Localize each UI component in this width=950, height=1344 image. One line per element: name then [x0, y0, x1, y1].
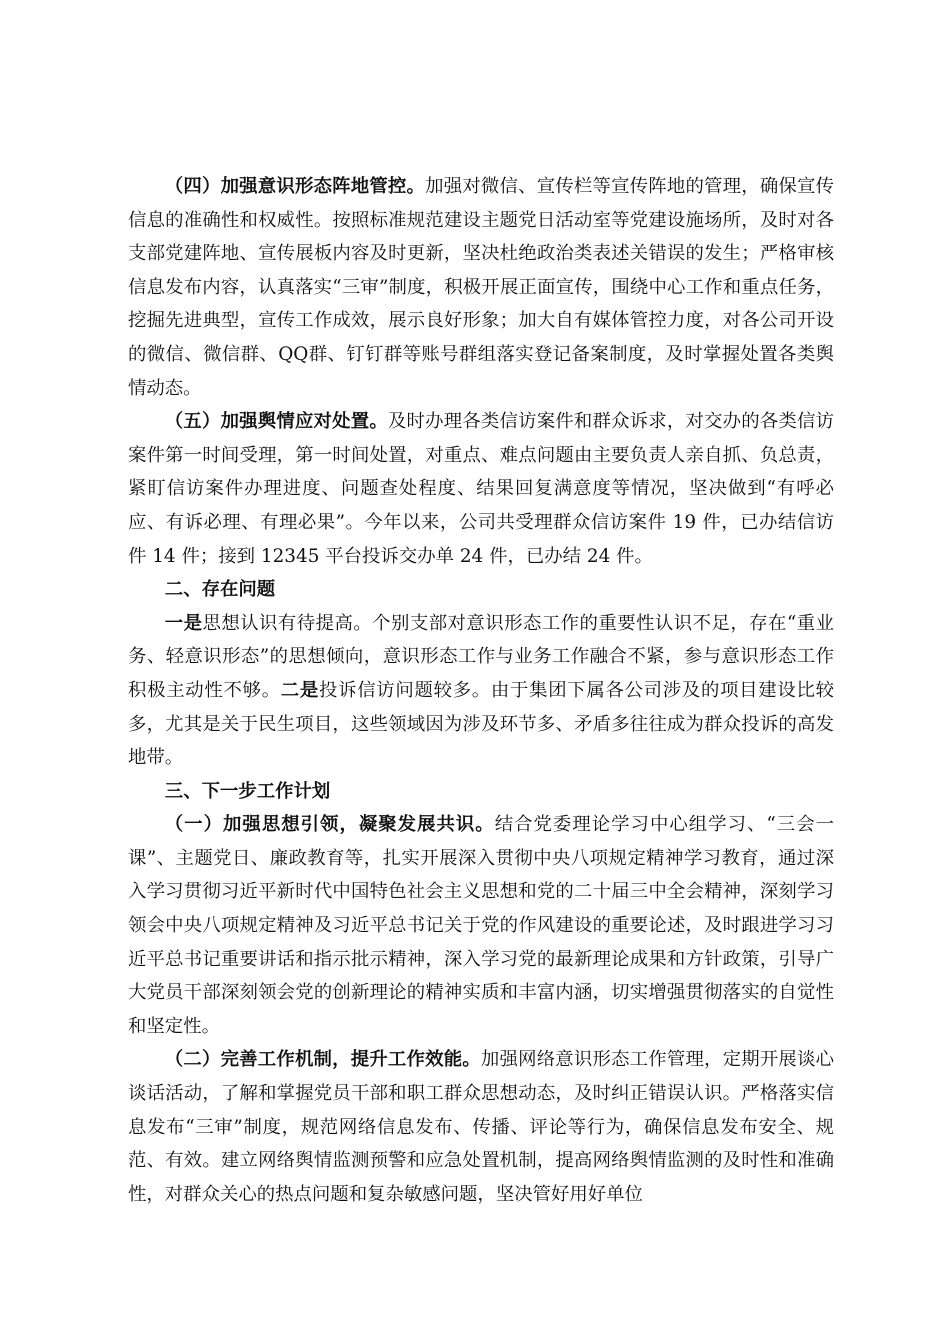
- paragraph-lead: 一是: [164, 612, 203, 634]
- paragraph-lead: （四）加强意识形态阵地管控。: [164, 176, 426, 197]
- paragraph-lead: （五）加强舆情应对处置。: [164, 411, 388, 433]
- paragraph-lead: 二是: [280, 679, 319, 701]
- section-heading-next-steps: 三、下一步工作计划: [164, 780, 331, 802]
- paragraph-body: 加强网络意识形态工作管理，定期开展谈心谈话活动，了解和掌握党员干部和职工群众思想动态，及时纠正错误认识。严格落实信息发布“三审”制度，规范网络信息发布、传播、评论等行为，确保信息发布安全、规范、有效。建立网络舆情监测预警和应急处置机制，提高网络舆情监测的及时性和准确性，对群众关心的热点问题和复杂敏感问题，坚决管好用好单位: [128, 1049, 834, 1205]
- paragraph-work-mechanism: [128, 1043, 834, 1211]
- paragraph-ideological-guidance: [128, 808, 834, 1043]
- paragraph-body: 加强对微信、宣传栏等宣传阵地的管理，确保宣传信息的准确性和权威性。按照标准规范建设主题党日活动室等党建设施场所，及时对各支部党建阵地、宣传展板内容及时更新，坚决杜绝政治类表述关错误的发生；严格审核信息发布内容，认真落实“三审”制度，积极开展正面宣传，围绕中心工作和重点任务，挖掘先进典型，宣传工作成效，展示良好形象；加大自有媒体管控力度，对各公司开设的微信、微信群、QQ群、钉钉群等账号群组落实登记备案制度，及时掌握处置各类舆情动态。: [128, 176, 834, 399]
- paragraph-body: 及时办理各类信访案件和群众诉求，对交办的各类信访案件第一时间受理，第一时间处置，对重点、难点问题由主要负责人亲自抓、负总责，紧盯信访案件办理进度、问题查处程度、结果回复满意度等情况，坚决做到“有呼必应、有诉必理、有理必果”。今年以来，公司共受理群众信访案件 19 件，已办结信访件 14 件；接到 12345 平台投诉交办单 24 件，已办结 24 件。: [128, 411, 834, 567]
- paragraph-problems: [128, 607, 834, 775]
- paragraph-lead: （一）加强思想引领，凝聚发展共识。: [164, 814, 495, 836]
- paragraph-body: 投诉信访问题较多。由于集团下属各公司涉及的项目建设比较多，尤其是关于民生项目，这些领域因为涉及环节多、矛盾多往往成为群众投诉的高发地带。: [128, 679, 834, 769]
- paragraph-body: 思想认识有待提高。个别支部对意识形态工作的重要性认识不足，存在“重业务、轻意识形态”的思想倾向，意识形态工作与业务工作融合不紧，参与意识形态工作积极主动性不够。: [128, 612, 834, 701]
- paragraph-ideology-positions: [128, 170, 834, 405]
- section-heading-problems: 二、存在问题: [164, 579, 276, 601]
- paragraph-body: 结合党委理论学习中心组学习、“三会一课”、主题党日、廉政教育等，扎实开展深入贯彻中央八项规定精神学习教育，通过深入学习贯彻习近平新时代中国特色社会主义思想和党的二十届三中全会精神，深刻学习领会中央八项规定精神及习近平总书记关于党的作风建设的重要论述，及时跟进学习习近平总书记重要讲话和指示批示精神，深入学习党的最新理论成果和方针政策，引导广大党员干部深刻领会党的创新理论的精神实质和丰富内涵，切实增强贯彻落实的自觉性和坚定性。: [128, 814, 834, 1037]
- paragraph-public-opinion: [128, 405, 834, 573]
- document-page: [128, 170, 834, 1211]
- paragraph-lead: （二）完善工作机制，提升工作效能。: [164, 1049, 481, 1071]
